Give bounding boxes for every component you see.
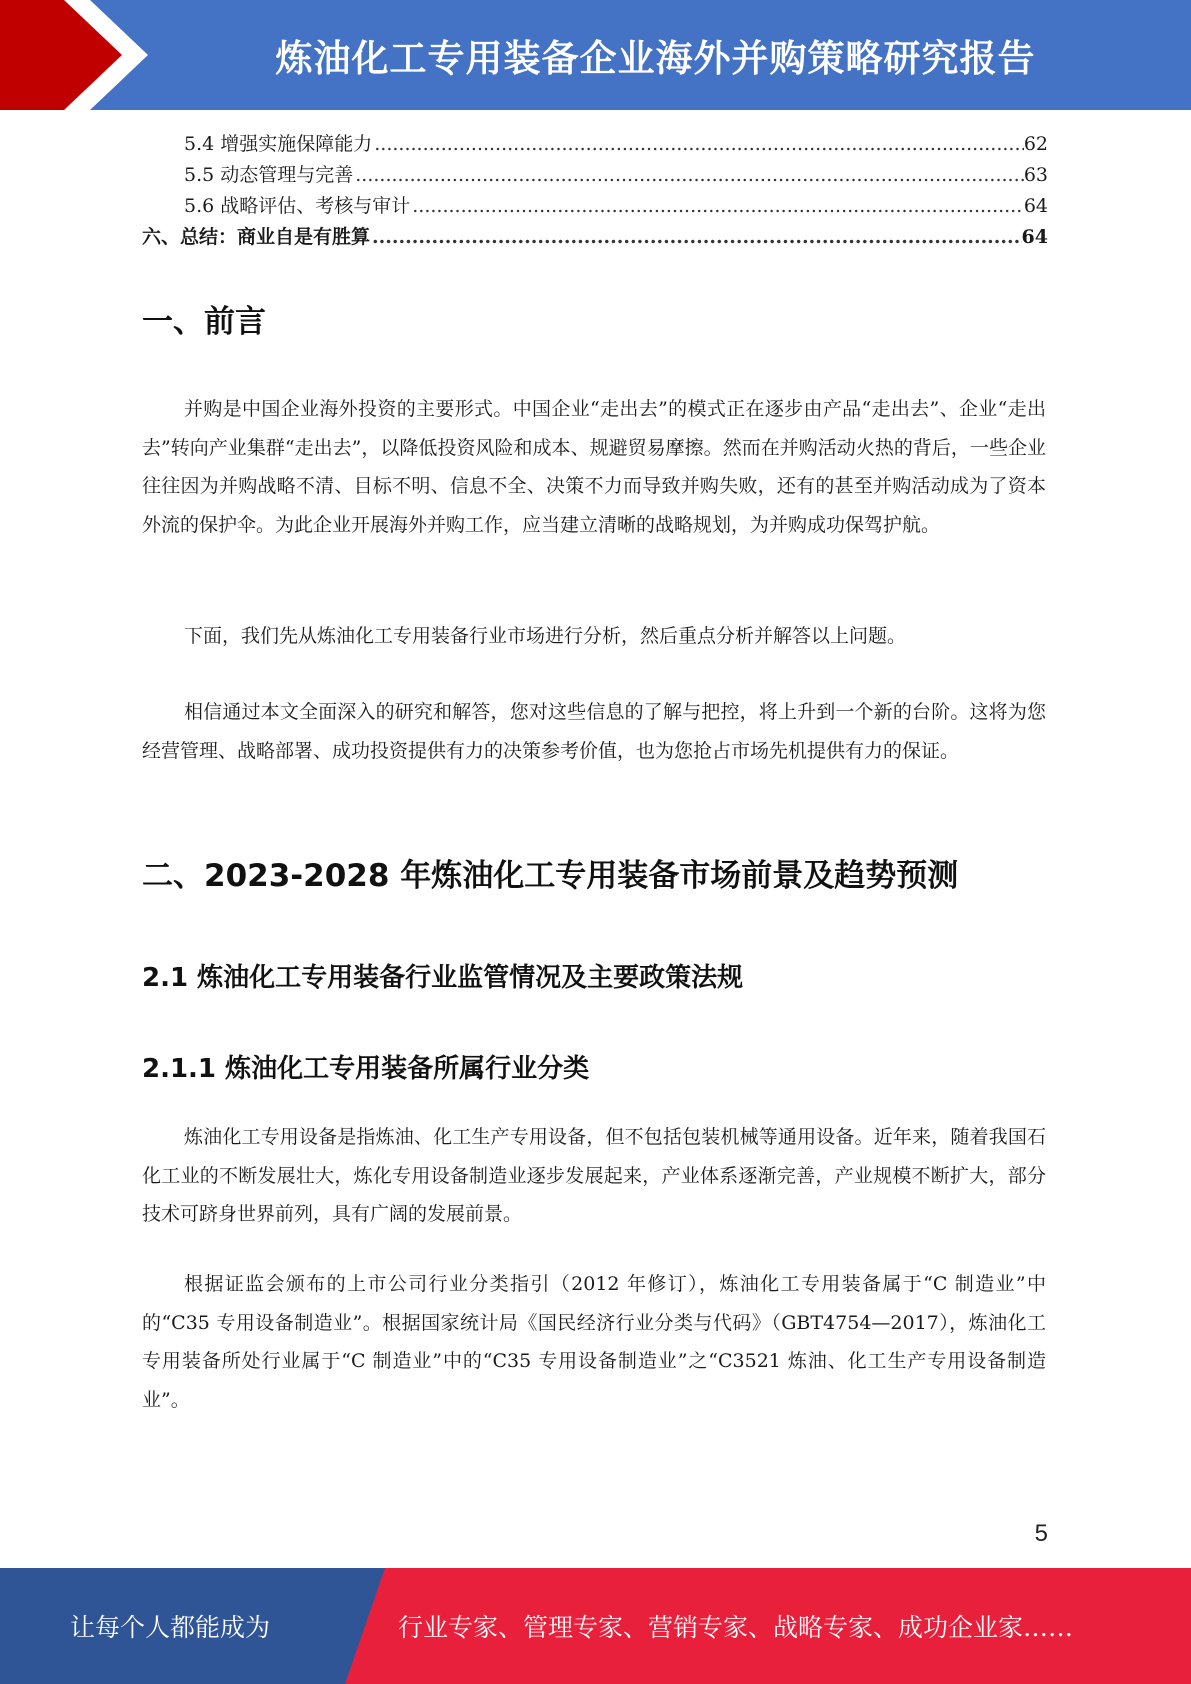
toc-entry[interactable] bbox=[142, 191, 1048, 222]
subsection-heading: 2.1.1 炼油化工专用装备所属行业分类 bbox=[142, 1054, 590, 1084]
section-heading-market: 二、2023-2028 年炼油化工专用装备市场前景及趋势预测 bbox=[142, 858, 959, 894]
toc-entry-page: 63 bbox=[1023, 164, 1048, 186]
paragraph: 根据证监会颁布的上市公司行业分类指引（2012 年修订），炼油化工专用装备属于“C 制造业”中的“C35 专用设备制造业”。根据国家统计局《国民经济行业分类与代码》（GBT4754—2017），炼油化工专用装备所处行业属于“C 制造业”中的“C35 专用设备制造业”之“C3521 炼油、化工生产专用设备制造业”。 bbox=[142, 1273, 1046, 1411]
toc-leader-dots bbox=[353, 164, 1024, 186]
toc-entry-label: 5.5 动态管理与完善 bbox=[184, 164, 354, 186]
toc-entry-page: 62 bbox=[1023, 133, 1048, 155]
page-header bbox=[0, 0, 1191, 110]
toc-leader-dots bbox=[370, 226, 1022, 248]
footer-slogan-right: 行业专家、管理专家、营销专家、战略专家、成功企业家…… bbox=[398, 1613, 1074, 1642]
page-footer bbox=[0, 1568, 1191, 1684]
toc-leader-dots bbox=[410, 195, 1024, 217]
paragraph: 炼油化工专用设备是指炼油、化工生产专用设备，但不包括包装机械等通用设备。近年来，随着我国石化工业的不断发展壮大，炼化专用设备制造业逐步发展起来，产业体系逐渐完善，产业规模不断扩大，部分技术可跻身世界前列，具有广阔的发展前景。 bbox=[142, 1126, 1046, 1225]
toc-leader-dots bbox=[372, 133, 1024, 155]
toc-entry-label: 5.6 战略评估、考核与审计 bbox=[184, 195, 411, 217]
paragraph: 相信通过本文全面深入的研究和解答，您对这些信息的了解与把控，将上升到一个新的台阶。这将为您经营管理、战略部署、成功投资提供有力的决策参考价值，也为您抢占市场先机提供有力的保证。 bbox=[142, 701, 1046, 762]
toc-entry-page: 64 bbox=[1023, 195, 1048, 217]
toc-entry-label: 5.4 增强实施保障能力 bbox=[184, 133, 373, 155]
section-heading-preface: 一、前言 bbox=[142, 304, 266, 340]
toc-entry[interactable] bbox=[142, 129, 1048, 160]
header-arrow-graphic bbox=[0, 0, 160, 110]
footer-slogan-left: 让每个人都能成为 bbox=[69, 1613, 270, 1642]
paragraph: 并购是中国企业海外投资的主要形式。中国企业“走出去”的模式正在逐步由产品“走出去”、企业“走出去”转向产业集群“走出去”，以降低投资风险和成本、规避贸易摩擦。然而在并购活动火热的背后，一些企业往往因为并购战略不清、目标不明、信息不全、决策不力而导致并购失败，还有的甚至并购活动成为了资本外流的保护伞。为此企业开展海外并购工作，应当建立清晰的战略规划，为并购成功保驾护航。 bbox=[142, 398, 1046, 536]
toc-entry-page: 64 bbox=[1021, 226, 1048, 248]
toc-entry[interactable] bbox=[142, 222, 1048, 253]
toc-entry[interactable] bbox=[142, 160, 1048, 191]
page-number: 5 bbox=[1034, 1520, 1048, 1547]
subsection-heading: 2.1 炼油化工专用装备行业监管情况及主要政策法规 bbox=[142, 963, 744, 993]
toc-entry-label: 六、总结：商业自是有胜算 bbox=[142, 226, 371, 248]
report-title: 炼油化工专用装备企业海外并购策略研究报告 bbox=[275, 37, 1036, 80]
paragraph: 下面，我们先从炼油化工专用装备行业市场进行分析，然后重点分析并解答以上问题。 bbox=[184, 625, 907, 647]
table-of-contents bbox=[142, 129, 1048, 253]
